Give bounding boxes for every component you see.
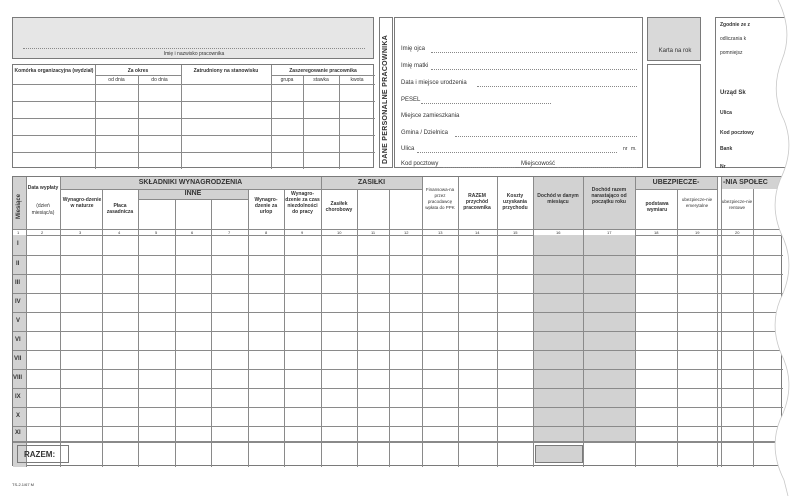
months-header: Miesiące — [16, 193, 22, 219]
municipality-field[interactable] — [455, 136, 637, 137]
card-year-label: Karta na rok — [658, 48, 692, 54]
month-label-vii: VII — [14, 356, 22, 362]
col-number: 13 — [438, 230, 443, 235]
sick-header: Zasiłek chorobowy — [325, 201, 353, 213]
col-number: 5 — [155, 230, 158, 235]
month-label-ix: IX — [15, 394, 21, 400]
col-number: 12 — [404, 230, 409, 235]
costs-header: Koszty uzyskania przychodu — [502, 193, 528, 211]
personal-data-box — [394, 17, 643, 168]
flat-label: m. — [631, 146, 637, 152]
street-field[interactable] — [417, 152, 617, 153]
payroll-table — [12, 176, 782, 466]
house-nr-label: nr — [623, 146, 628, 152]
amount-header: kwota — [350, 77, 364, 83]
postal-label: Kod pocztowy — [401, 161, 439, 167]
col-number: 1 — [17, 230, 20, 235]
mother-name-label: Imię matki — [401, 63, 429, 69]
social-header: -NIA SPOŁEC — [723, 179, 768, 186]
municipality-label: Gmina / Dzielnica — [401, 130, 449, 136]
consent-line2: odliczania k — [720, 36, 747, 42]
department-header: Komórka organizacyjna (wydział) — [14, 68, 94, 74]
col-number: 9 — [301, 230, 304, 235]
cumulative-header: Dochód razem narastająco od początku roku — [591, 187, 627, 205]
position-header: Zatrudniony na stanowisku — [193, 68, 259, 74]
col-number: 20 — [735, 230, 740, 235]
in-kind-header: Wynagro-dzenie w naturze — [62, 197, 102, 209]
month-label-vi: VI — [15, 337, 21, 343]
month-label-x: X — [16, 413, 21, 419]
employee-name-label: Imię i nazwisko pracownika — [163, 51, 225, 57]
name-dotted-line — [23, 48, 365, 49]
col-number: 11 — [371, 230, 376, 235]
city-field[interactable] — [557, 167, 637, 168]
city-label: Miejscowość — [521, 161, 556, 167]
period-header: Za okres — [127, 68, 149, 74]
col-number: 7 — [228, 230, 231, 235]
month-label-v: V — [16, 318, 21, 324]
total-monthly-income-cell[interactable] — [535, 445, 583, 463]
base-header: podstawa wymiaru — [645, 201, 669, 213]
disability-header: ubezpiecze-nie rentowe — [721, 199, 753, 210]
incapacity-header: Wynagro-dzenie za czas niezdolności do pracy — [285, 191, 320, 215]
personal-side-title: DANE PERSONALNE PRACOWNIKA — [382, 34, 389, 164]
address-label: Miejsce zamieszkania — [401, 113, 460, 119]
other-header: INNE — [184, 190, 202, 197]
col-number: 19 — [695, 230, 700, 235]
payroll-card-form — [6, 6, 776, 488]
base-pay-header: Płaca zasadnicza — [106, 203, 134, 215]
month-label-iv: IV — [15, 299, 21, 305]
pesel-field[interactable] — [421, 103, 551, 104]
month-label-xi: XI — [15, 430, 21, 436]
salary-group-header: SKŁADNIKI WYNAGRODZENIA — [138, 179, 243, 186]
personal-side-strip — [379, 17, 393, 168]
benefits-header: ZASIŁKI — [357, 179, 386, 186]
bank-nr-label: Nr — [720, 164, 726, 170]
office-postal-label: Kod pocztowy — [720, 130, 754, 136]
torn-edge-decoration — [760, 0, 800, 496]
right-blank-box — [647, 64, 701, 168]
payment-date-sub: (dzień miesiąc/a) — [31, 203, 55, 216]
bank-label: Bank — [720, 146, 733, 152]
street-label: Ulica — [401, 146, 415, 152]
col-number: 10 — [337, 230, 342, 235]
employee-name-box[interactable] — [12, 17, 374, 59]
mother-name-field[interactable] — [431, 69, 637, 70]
rate-header: stawka — [313, 77, 329, 83]
col-number: 16 — [556, 230, 561, 235]
organization-table — [12, 64, 374, 168]
group-header: grupa — [280, 77, 294, 83]
consent-line3: pomniejsz — [720, 50, 743, 56]
month-label-viii: VIII — [13, 375, 23, 381]
total-income-header: RAZEM przychód pracownika — [463, 193, 491, 211]
father-name-label: Imię ojca — [401, 46, 426, 52]
col-number: 14 — [475, 230, 480, 235]
monthly-income-column-bg — [533, 235, 583, 441]
month-label-i: I — [17, 241, 19, 247]
card-year-box[interactable] — [647, 17, 701, 61]
col-number: 3 — [79, 230, 82, 235]
vacation-header: Wynagro-dzenie za urlop — [254, 197, 278, 215]
father-name-field[interactable] — [431, 52, 637, 53]
total-row-label: RAZEM: — [24, 450, 56, 459]
postal-field[interactable] — [443, 167, 515, 168]
col-number: 6 — [191, 230, 194, 235]
col-number: 2 — [41, 230, 44, 235]
col-number: 18 — [654, 230, 659, 235]
office-street-label: Ulica — [720, 110, 732, 116]
col-number: 8 — [265, 230, 268, 235]
tax-office-title: Urząd Sk — [720, 90, 746, 96]
month-label-iii: III — [15, 280, 21, 286]
ppk-header: Finansowa-na przez pracodawcę wpłata do PPK — [425, 187, 455, 210]
col-number: 17 — [607, 230, 612, 235]
birth-field[interactable] — [477, 86, 637, 87]
consent-text: Zgodnie ze z — [720, 22, 750, 28]
col-number: 4 — [118, 230, 121, 235]
insurance-header: UBEZPIECZE- — [652, 179, 700, 186]
birth-label: Data i miejsce urodzenia — [401, 80, 467, 86]
classification-header: Zaszeregowanie pracownika — [289, 68, 357, 74]
month-label-ii: II — [16, 261, 20, 267]
pesel-label: PESEL — [401, 97, 421, 103]
monthly-income-header: Dochód w danym miesiącu — [537, 193, 579, 205]
pension-header: ubezpiecze-nie emerytalne — [681, 197, 713, 208]
col-number: 15 — [513, 230, 518, 235]
period-to-header: do dnia — [151, 77, 168, 83]
payment-date-header: Data wypłaty — [27, 185, 59, 191]
period-from-header: od dnia — [108, 77, 125, 83]
total-row-label-box — [17, 445, 69, 463]
cumulative-column-bg — [583, 235, 635, 441]
footer-code: TS-2.1/67 M — [12, 482, 35, 487]
